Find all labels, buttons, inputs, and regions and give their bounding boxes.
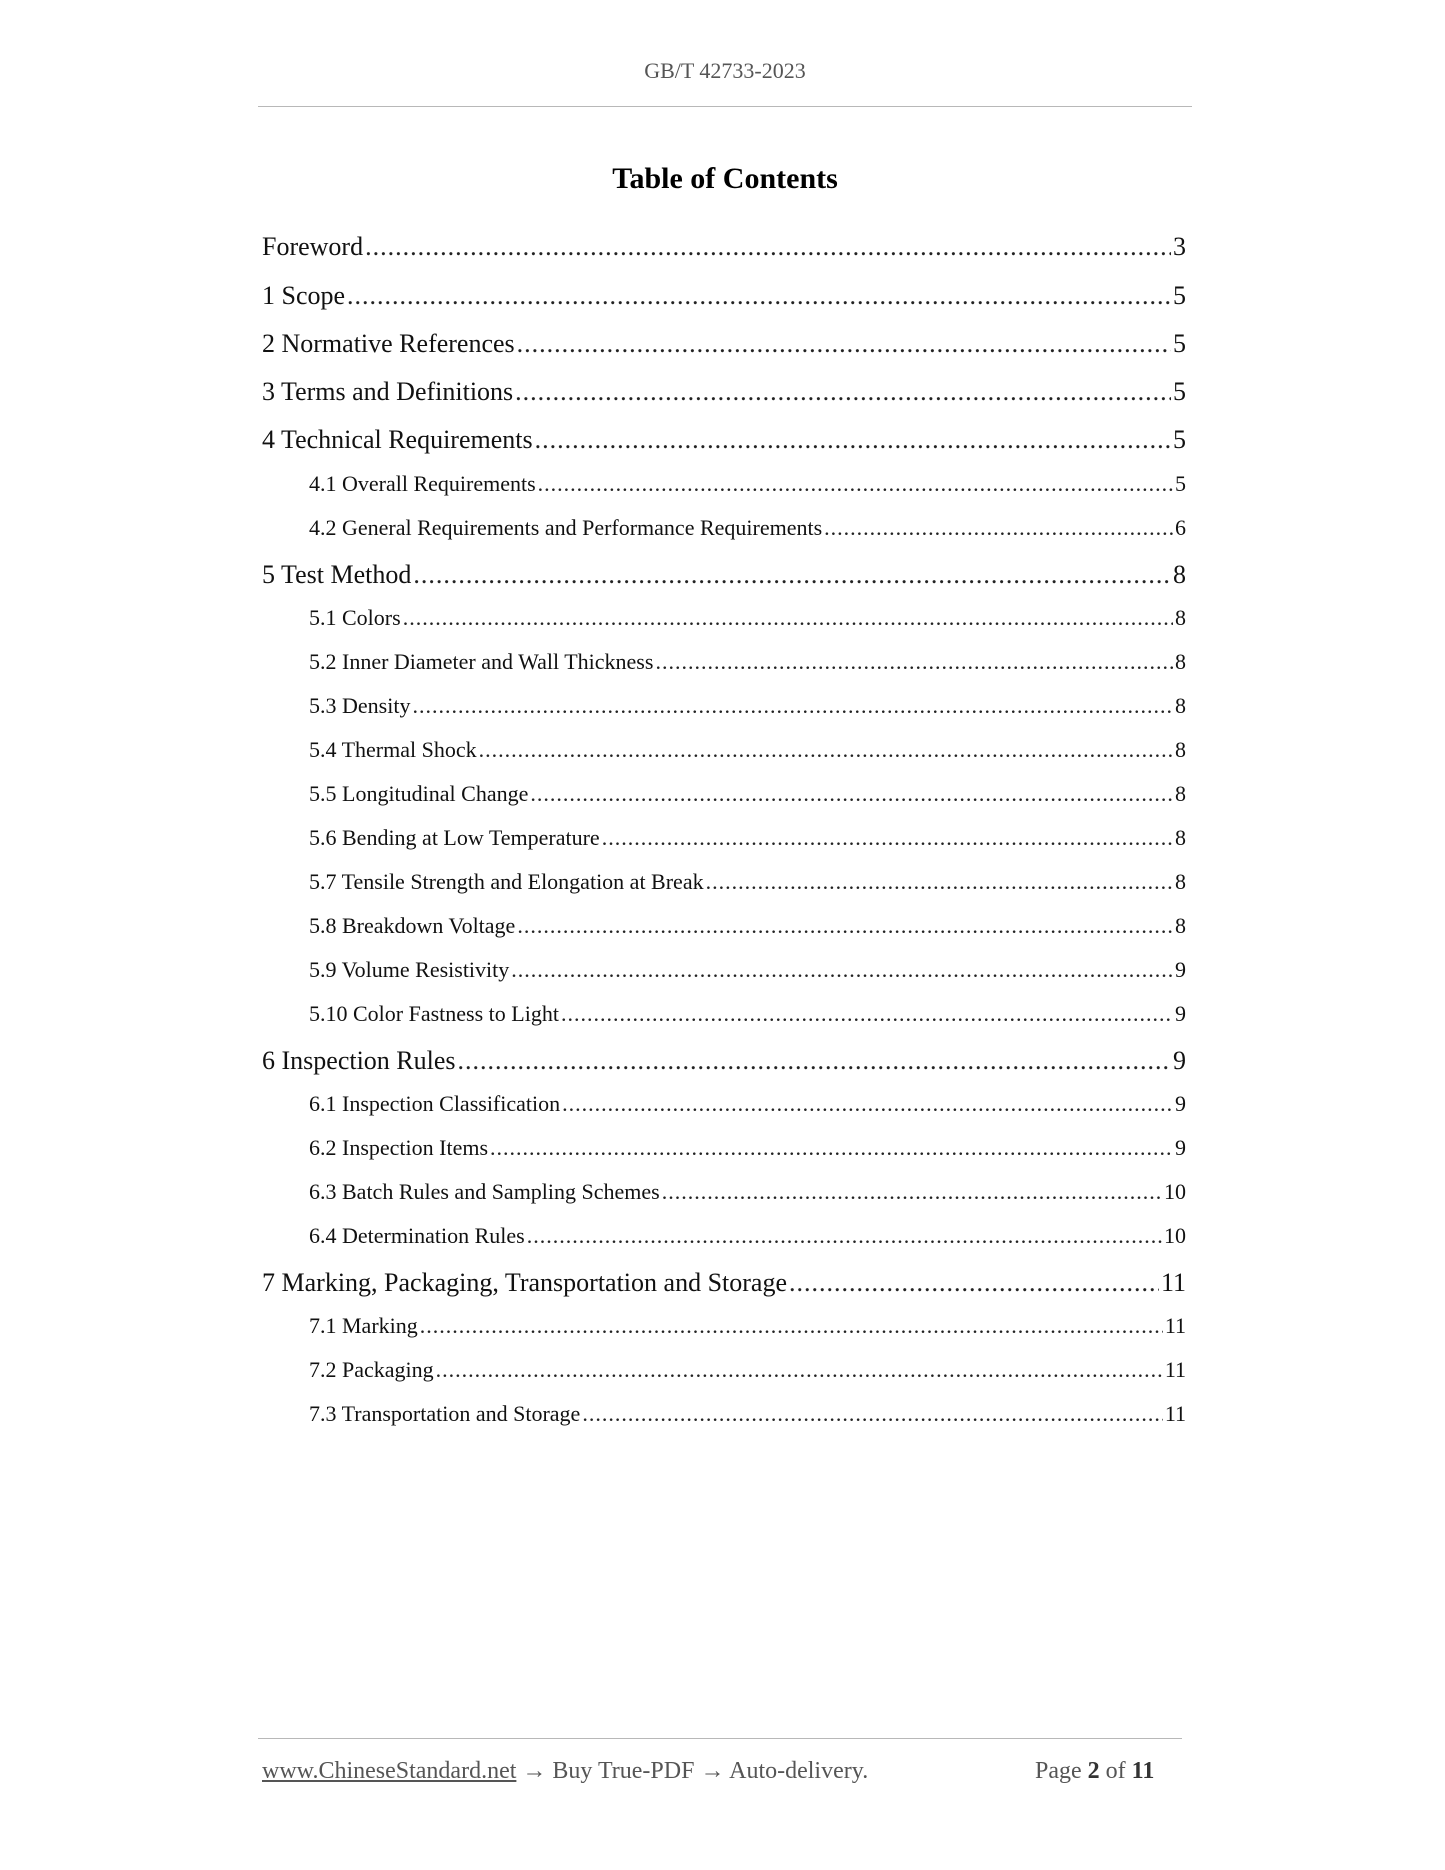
toc-entry-page: 8 [1173, 560, 1186, 589]
toc-entry-label: 5.5 Longitudinal Change [309, 781, 529, 806]
toc-entry-label: 7.1 Marking [309, 1313, 418, 1338]
footer-divider [258, 1738, 1182, 1739]
toc-entry[interactable] [262, 957, 1186, 983]
toc-dot-leader [517, 329, 1171, 359]
toc-entry[interactable] [262, 1091, 1186, 1117]
toc-dot-leader [479, 737, 1173, 763]
toc-dot-leader [403, 605, 1173, 631]
site-link[interactable]: www.ChineseStandard.net [262, 1758, 517, 1784]
toc-entry-page: 8 [1175, 781, 1186, 806]
document-header: GB/T 42733-2023 [644, 58, 806, 83]
toc-dot-leader [562, 1091, 1173, 1117]
toc-entry-label: 1 Scope [262, 281, 346, 310]
toc-title: Table of Contents [612, 162, 838, 195]
toc-entry-label: 4.2 General Requirements and Performance Requirements [309, 515, 823, 540]
toc-entry[interactable] [262, 560, 1186, 590]
toc-entry[interactable] [262, 281, 1186, 311]
page-total: 11 [1131, 1758, 1155, 1784]
toc-entry-label: 7.3 Transportation and Storage [309, 1401, 581, 1426]
toc-entry-page: 8 [1175, 737, 1186, 762]
toc-entry[interactable] [262, 425, 1186, 455]
toc-dot-leader [511, 957, 1173, 983]
toc-entry-page: 5 [1175, 471, 1186, 496]
toc-entry-label: 2 Normative References [262, 329, 515, 358]
toc-entry-page: 5 [1173, 377, 1186, 406]
toc-dot-leader [561, 1001, 1173, 1027]
toc-entry[interactable] [262, 1046, 1186, 1076]
toc-entry[interactable] [262, 649, 1186, 675]
toc-dot-leader [365, 232, 1171, 262]
toc-entry-page: 9 [1175, 1001, 1186, 1026]
toc-entry[interactable] [262, 693, 1186, 719]
toc-entry-page: 8 [1175, 649, 1186, 674]
toc-entry-label: 5 Test Method [262, 560, 412, 589]
toc-entry[interactable] [262, 869, 1186, 895]
toc-entry-page: 8 [1175, 869, 1186, 894]
toc-entry-page: 8 [1175, 693, 1186, 718]
toc-entry-label: 6 Inspection Rules [262, 1046, 456, 1075]
toc-entry[interactable] [262, 471, 1186, 497]
toc-entry-label: 5.8 Breakdown Voltage [309, 913, 516, 938]
toc-entry-label: 7.2 Packaging [309, 1357, 434, 1382]
toc-entry-page: 10 [1164, 1179, 1186, 1204]
toc-entry-label: 5.1 Colors [309, 605, 401, 630]
toc-entry-page: 8 [1175, 605, 1186, 630]
toc-entry[interactable] [262, 605, 1186, 631]
page-prefix: Page [1035, 1758, 1082, 1784]
toc-dot-leader [517, 913, 1173, 939]
toc-entry-label: 4.1 Overall Requirements [309, 471, 536, 496]
toc-entry[interactable] [262, 377, 1186, 407]
toc-entry-page: 11 [1164, 1401, 1186, 1426]
toc-entry-label: 5.10 Color Fastness to Light [309, 1001, 559, 1026]
toc-entry[interactable] [262, 1223, 1186, 1249]
toc-entry-page: 11 [1160, 1268, 1186, 1297]
toc-dot-leader [458, 1046, 1171, 1076]
toc-dot-leader [582, 1401, 1162, 1427]
toc-dot-leader [824, 515, 1173, 541]
toc-dot-leader [347, 281, 1171, 311]
toc-dot-leader [655, 649, 1173, 675]
toc-entry-page: 5 [1173, 425, 1186, 454]
toc-entry-label: 3 Terms and Definitions [262, 377, 514, 406]
toc-entry-label: 4 Technical Requirements [262, 425, 533, 454]
toc-entry[interactable] [262, 1313, 1186, 1339]
toc-entry[interactable] [262, 825, 1186, 851]
toc-entry-page: 5 [1173, 329, 1186, 358]
toc-entry-label: 7 Marking, Packaging, Transportation and Storage [262, 1268, 787, 1297]
toc-entry-label: 6.3 Batch Rules and Sampling Schemes [309, 1179, 660, 1204]
toc-entry[interactable] [262, 781, 1186, 807]
toc-entry-label: Foreword [262, 232, 364, 261]
toc-dot-leader [530, 781, 1173, 807]
toc-dot-leader [706, 869, 1173, 895]
page-indicator [1035, 1758, 1154, 1785]
toc-dot-leader [436, 1357, 1163, 1383]
toc-entry-label: 5.7 Tensile Strength and Elongation at Break [309, 869, 704, 894]
toc-entry[interactable] [262, 1179, 1186, 1205]
page-of: of [1105, 1758, 1126, 1784]
toc-entry-page: 3 [1173, 232, 1186, 261]
toc-dot-leader [535, 425, 1171, 455]
toc-entry-page: 8 [1175, 825, 1186, 850]
toc-entry[interactable] [262, 1135, 1186, 1161]
toc-dot-leader [515, 377, 1171, 407]
toc-entry-page: 9 [1175, 1091, 1186, 1116]
toc-entry[interactable] [262, 1401, 1186, 1427]
toc-entry-page: 8 [1175, 913, 1186, 938]
toc-entry[interactable] [262, 913, 1186, 939]
toc-entry[interactable] [262, 737, 1186, 763]
toc-entry-page: 9 [1175, 1135, 1186, 1160]
toc-entry-page: 9 [1173, 1046, 1186, 1075]
toc-entry[interactable] [262, 515, 1186, 541]
toc-dot-leader [538, 471, 1173, 497]
toc-entry-label: 5.6 Bending at Low Temperature [309, 825, 600, 850]
toc-dot-leader [527, 1223, 1162, 1249]
toc-entry-label: 6.2 Inspection Items [309, 1135, 489, 1160]
toc-entry-page: 6 [1175, 515, 1186, 540]
toc-dot-leader [413, 560, 1171, 590]
toc-entry[interactable] [262, 329, 1186, 359]
toc-entry-label: 6.1 Inspection Classification [309, 1091, 561, 1116]
toc-entry-label: 5.2 Inner Diameter and Wall Thickness [309, 649, 654, 674]
toc-entry[interactable] [262, 1357, 1186, 1383]
toc-entry-page: 5 [1173, 281, 1186, 310]
toc-dot-leader [412, 693, 1173, 719]
toc-entry-page: 11 [1164, 1313, 1186, 1338]
toc-entry-label: 5.9 Volume Resistivity [309, 957, 510, 982]
toc-entry[interactable] [262, 1001, 1186, 1027]
buy-text: → Buy True-PDF → Auto-delivery. [522, 1758, 869, 1784]
toc-entry-label: 6.4 Determination Rules [309, 1223, 525, 1248]
toc-dot-leader [420, 1313, 1163, 1339]
page-current: 2 [1087, 1758, 1100, 1784]
toc-entry-page: 9 [1175, 957, 1186, 982]
toc-dot-leader [662, 1179, 1162, 1205]
toc-entry-label: 5.3 Density [309, 693, 411, 718]
footer-promo [262, 1758, 868, 1785]
toc-entry-label: 5.4 Thermal Shock [309, 737, 477, 762]
toc-entry-page: 11 [1164, 1357, 1186, 1382]
header-divider [258, 106, 1192, 107]
toc-entry[interactable] [262, 1268, 1186, 1298]
toc-dot-leader [789, 1268, 1159, 1298]
toc-dot-leader [490, 1135, 1173, 1161]
toc-entry-page: 10 [1164, 1223, 1186, 1248]
toc-dot-leader [602, 825, 1173, 851]
toc-entry[interactable] [262, 232, 1186, 262]
